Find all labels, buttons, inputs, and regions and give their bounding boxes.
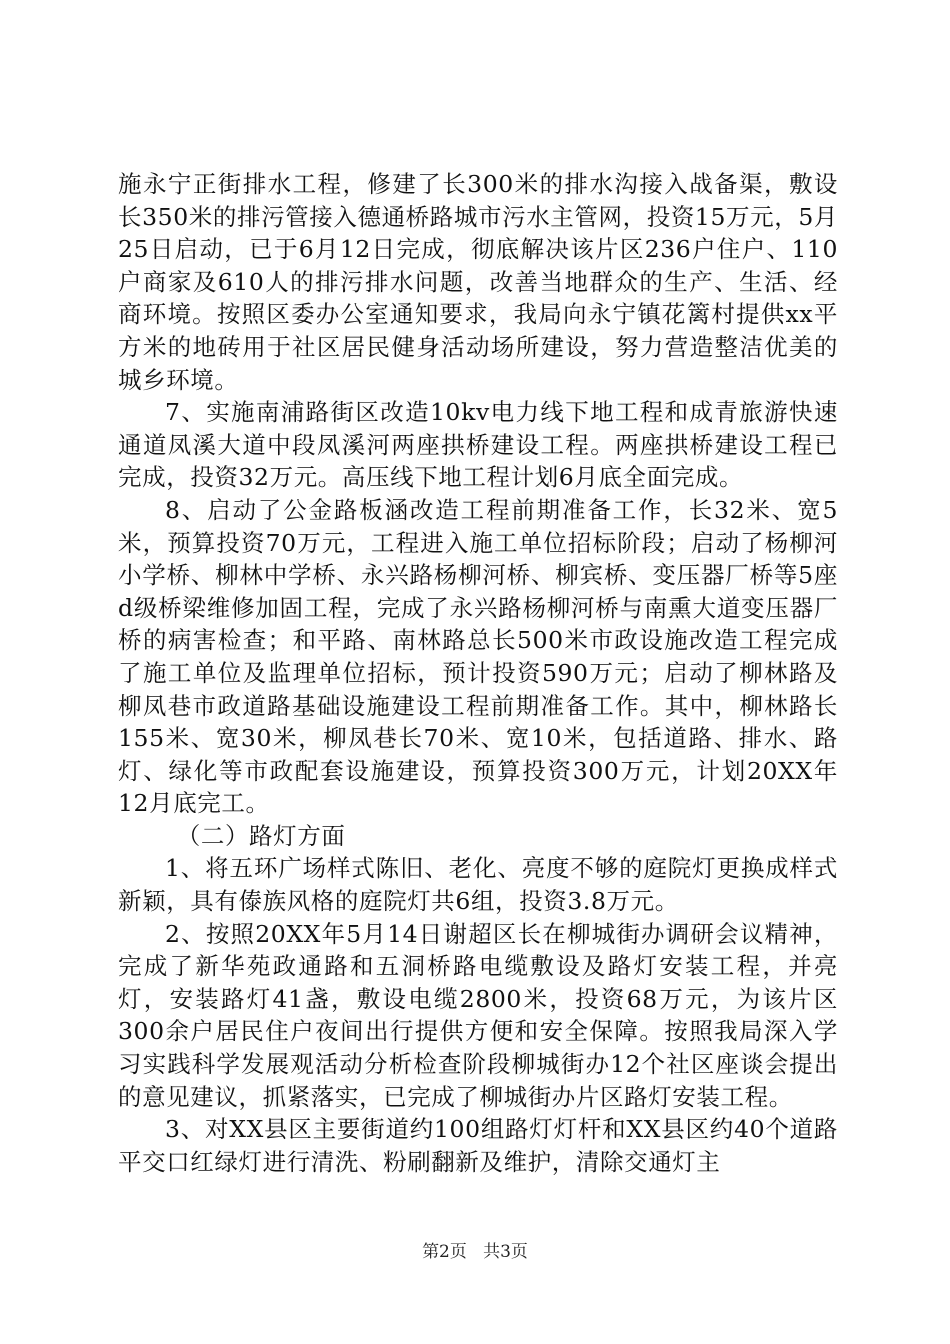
- paragraph-item-7: 7、实施南浦路街区改造10kv电力线下地工程和成青旅游快速通道凤溪大道中段凤溪河两座拱桥建设工程。两座拱桥建设工程已完成，投资32万元。高压线下地工程计划6月底全面完成。: [118, 398, 838, 492]
- page-total: 共3页: [483, 1242, 528, 1262]
- page-number: 第2页: [422, 1242, 467, 1262]
- page-separator: [472, 1242, 477, 1262]
- paragraph-lights-item-3: 3、对XX县区主要街道约100组路灯灯杆和XX县区约40个道路平交口红绿灯进行清洗、粉刷翻新及维护，清除交通灯主: [118, 1115, 838, 1176]
- document-body: [118, 168, 838, 1178]
- page-footer: [0, 1240, 950, 1264]
- paragraph-lights-item-1: 1、将五环广场样式陈旧、老化、亮度不够的庭院灯更换成样式新颖，具有傣族风格的庭院灯共6组，投资3.8万元。: [118, 854, 838, 916]
- paragraph-item-8: 8、启动了公金路板涵改造工程前期准备工作，长32米、宽5米，预算投资70万元，工程进入施工单位招标阶段；启动了杨柳河小学桥、柳林中学桥、永兴路杨柳河桥、柳宾桥、变压器厂桥等5座d级桥梁维修加固工程，完成了永兴路杨柳河桥与南熏大道变压器厂桥的病害检查；和平路、南林路总长500米市政设施改造工程完成了施工单位及监理单位招标，预计投资590万元；启动了柳林路及柳凤巷市政道路基础设施建设工程前期准备工作。其中，柳林路长155米、宽30米，柳凤巷长70米、宽10米，包括道路、排水、路灯、绿化等市政配套设施建设，预算投资300万元，计划20XX年12月底完工。: [118, 495, 838, 818]
- paragraph-lights-item-2: 2、按照20XX年5月14日谢超区长在柳城街办调研会议精神，完成了新华苑政通路和五洞桥路电缆敷设及路灯安装工程，并亮灯，安装路灯41盏，敷设电缆2800米，投资68万元，为该片区300余户居民住户夜间出行提供方便和安全保障。按照我局深入学习实践科学发展观活动分析检查阶段柳城街办12个社区座谈会提出的意见建议，抓紧落实，已完成了柳城街办片区路灯安装工程。: [118, 919, 838, 1111]
- section-heading-streetlights: （二）路灯方面: [176, 821, 346, 850]
- paragraph-drainage-project: 施永宁正街排水工程，修建了长300米的排水沟接入战备渠，敷设长350米的排污管接入德通桥路城市污水主管网，投资15万元，5月25日启动，已于6月12日完成，彻底解决该片区236户住户、110户商家及610人的排污排水问题，改善当地群众的生产、生活、经商环境。按照区委办公室通知要求，我局向永宁镇花篱村提供xx平方米的地砖用于社区居民健身活动场所建设，努力营造整洁优美的城乡环境。: [118, 170, 838, 394]
